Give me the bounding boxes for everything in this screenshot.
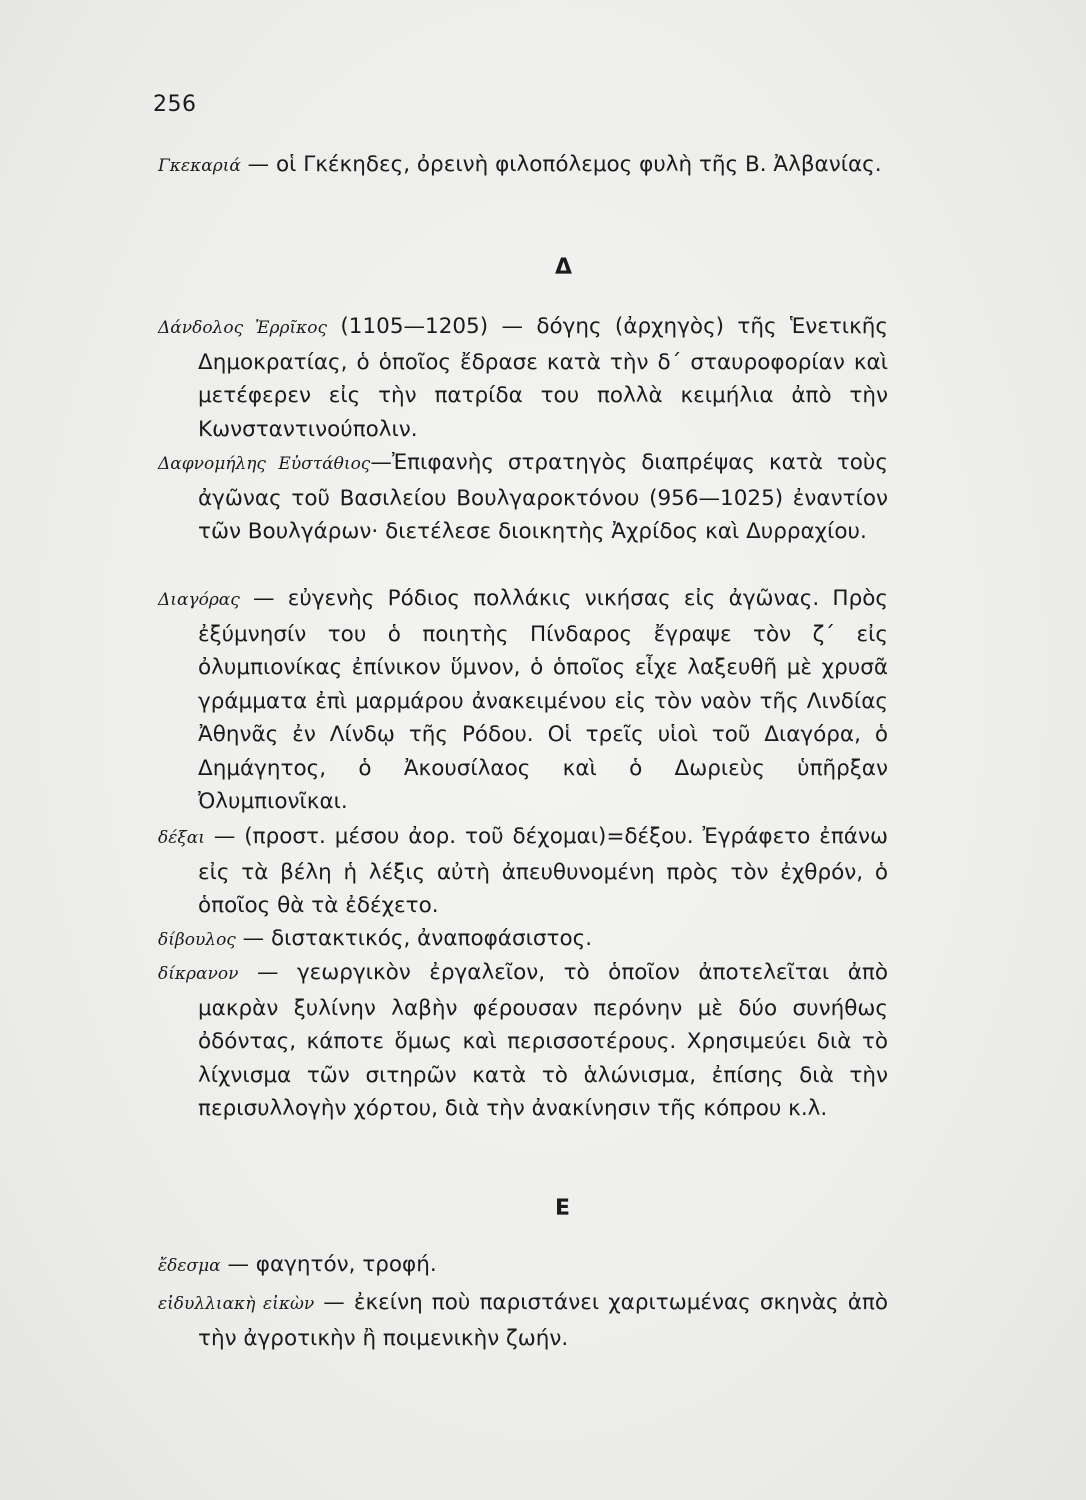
entry-dandolos bbox=[158, 310, 888, 446]
entry-divoulos bbox=[158, 922, 888, 958]
entry-term: ἔδεσμα bbox=[158, 1256, 221, 1276]
entry-edesma bbox=[158, 1248, 888, 1284]
entry-term: εἰδυλλιακὴ εἰκὼν bbox=[158, 1294, 315, 1314]
entry-definition: —Ἐπιφανὴς στρατηγὸς διαπρέψας κατὰ τοὺς ἀγῶνας τοῦ Βασιλείου Βουλγαροκτόνου (956—1025) ἐναντίον τῶν Βουλγάρων· διετέλεσε διοικητὴς Ἀχρίδος καὶ Δυρραχίου. bbox=[198, 450, 888, 544]
entry-eidylliaki bbox=[158, 1286, 888, 1355]
entry-definition: — (προστ. μέσου ἀορ. τοῦ δέχομαι)=δέξου. Ἐγράφετο ἐπάνω εἰς τὰ βέλη ἡ λέξις αὐτὴ ἀπευθυνομένη πρὸς τὸν ἐχθρόν, ὁ ὁποῖος θὰ τὰ ἐδέχετο. bbox=[198, 824, 888, 918]
entry-definition: — φαγητόν, τροφή. bbox=[220, 1252, 437, 1277]
entry-definition: — ἐκείνη ποὺ παριστάνει χαριτωμένας σκηνὰς ἀπὸ τὴν ἀγροτικὴν ἢ ποιμενικὴν ζωήν. bbox=[198, 1290, 888, 1351]
section-heading-delta: Δ bbox=[555, 255, 574, 280]
entry-dikranon bbox=[158, 956, 888, 1126]
entry-dexai bbox=[158, 820, 888, 923]
entry-definition: — εὐγενὴς Ρόδιος πολλάκις νικήσας εἰς ἀγῶνας. Πρὸς ἐξύμνησίν του ὁ ποιητὴς Πίνδαρος ἔγραψε τὸν ζ΄ εἰς ὀλυμπιονίκας ἐπίνικον ὕμνον, ὁ ὁποῖος εἶχε λαξευθῆ μὲ χρυσᾶ γράμματα ἐπὶ μαρμάρου ἀνακειμένου εἰς τὸν ναὸν τῆς Λινδίας Ἀθηνᾶς ἐν Λίνδῳ τῆς Ρόδου. Οἱ τρεῖς υἱοὶ τοῦ Διαγόρα, ὁ Δημάγητος, ὁ Ἀκουσίλαος καὶ ὁ Δωριεὺς ὑπῆρξαν Ὀλυμπιονῖκαι. bbox=[198, 586, 888, 814]
entry-term: Γκεκαριά bbox=[158, 156, 241, 176]
entry-term: δίβουλος bbox=[158, 930, 236, 950]
entry-definition: — διστακτικός, ἀναποφάσιστος. bbox=[235, 926, 593, 951]
entry-term: Διαγόρας bbox=[158, 590, 240, 610]
entry-term: Δαφνομήλης Εὐστάθιος bbox=[158, 454, 371, 474]
entry-definition: — γεωργικὸν ἐργαλεῖον, τὸ ὁποῖον ἀποτελεῖται ἀπὸ μακρὰν ξυλίνην λαβὴν φέρουσαν περόνην μὲ δύο συνήθως ὀδόντας, κάποτε ὅμως καὶ περισσοτέρους. Χρησιμεύει διὰ τὸ λίχνισμα τῶν σιτηρῶν κατὰ τὸ ἁλώνισμα, ἐπίσης διὰ τὴν περισυλλογὴν χόρτου, διὰ τὴν ἀνακίνησιν τῆς κόπρου κ.λ. bbox=[198, 960, 888, 1121]
entry-diagoras bbox=[158, 582, 888, 819]
entry-definition: (1105—1205) — δόγης (ἀρχηγὸς) τῆς Ἑνετικῆς Δημοκρατίας, ὁ ὁποῖος ἔδρασε κατὰ τὴν δ΄ σταυροφορίαν καὶ μετέφερεν εἰς τὴν πατρίδα του πολλὰ κειμήλια ἀπὸ τὴν Κωνσταντινούπολιν. bbox=[198, 314, 889, 442]
page-number: 256 bbox=[153, 92, 197, 117]
entry-definition: — οἱ Γκέκηδες, ὀρεινὴ φιλοπόλεμος φυλὴ τῆς Β. Ἀλβανίας. bbox=[240, 152, 882, 177]
entry-dafnomilis bbox=[158, 446, 888, 549]
entry-term: Δάνδολος Ἐρρῖκος bbox=[158, 318, 328, 338]
entry-term: δίκρανον bbox=[158, 964, 239, 984]
entry-gkekaria bbox=[158, 148, 888, 184]
section-heading-epsilon: Ε bbox=[555, 1196, 572, 1221]
entry-term: δέξαι bbox=[158, 828, 205, 848]
